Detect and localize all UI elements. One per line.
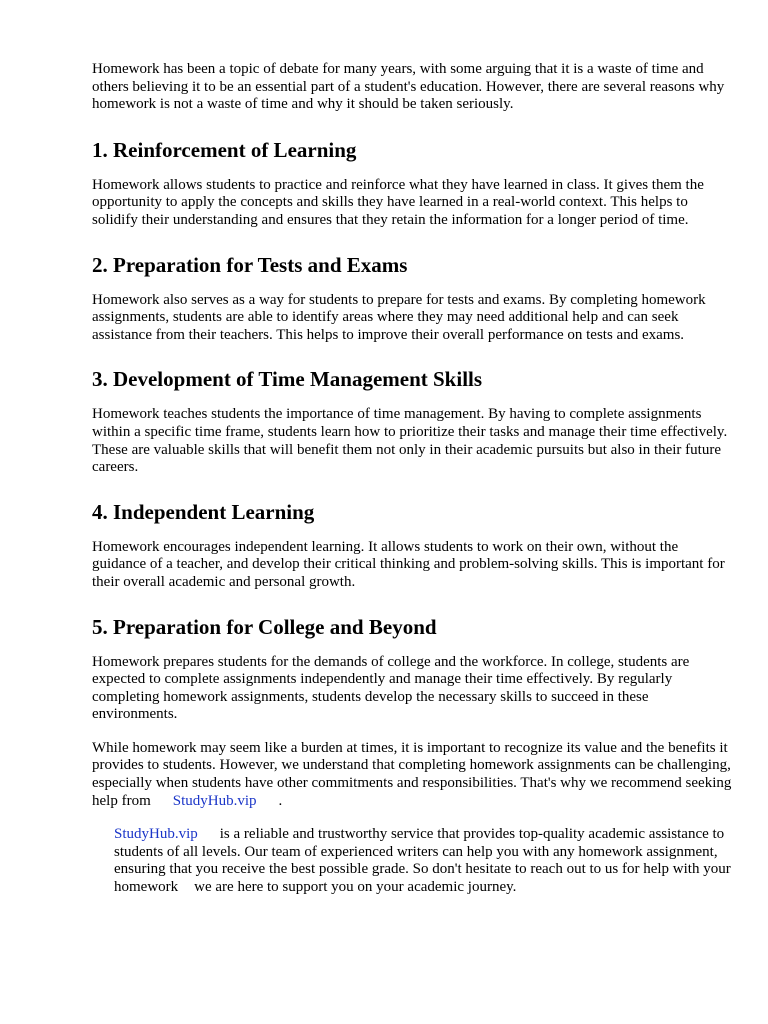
- section-body: Homework teaches students the importance of time management. By having to complete assignments within a specific time frame, students learn how to prioritize their tasks and manage their time effectively. These are valuable skills that will benefit them not only in their academic pursuits but also in their future careers.: [92, 406, 728, 476]
- section-independent-learning: [92, 500, 732, 592]
- section-heading: 4. Independent Learning: [92, 499, 315, 524]
- closing-text: While homework may seem like a burden at times, it is important to recognize its value and the benefits it provides to students. However, we understand that completing homework assignments can be challenging, especially when students have other commitments and responsibilities. That's why we recommend seeking help from: [92, 739, 732, 809]
- section-reinforcement: [92, 138, 732, 230]
- section-body: Homework allows students to practice and reinforce what they have learned in class. It gives them the opportunity to apply the concepts and skills they have learned in a real-world context. This helps to solidify their understanding and ensures that they retain the information for a longer period of time.: [92, 176, 704, 228]
- final-text-2: we are here to support you on your academic journey.: [194, 879, 517, 896]
- section-heading: 3. Development of Time Management Skills: [92, 367, 483, 392]
- section-body: Homework prepares students for the demands of college and the workforce. In college, students are expected to complete assignments independently and manage their time effectively. By regularly completing homework assignments, students develop the necessary skills to succeed in these environments.: [92, 653, 690, 723]
- section-body: Homework encourages independent learning. It allows students to work on their own, without the guidance of a teacher, and develop their critical thinking and problem-solving skills. This is important for their overall academic and personal growth.: [92, 538, 725, 590]
- studyhub-link[interactable]: StudyHub.vip: [172, 792, 257, 809]
- section-heading: 5. Preparation for College and Beyond: [92, 614, 437, 639]
- closing-paragraph: [92, 740, 732, 810]
- final-paragraph: [92, 826, 732, 896]
- section-heading: 2. Preparation for Tests and Exams: [92, 252, 408, 277]
- intro-paragraph: Homework has been a topic of debate for many years, with some arguing that it is a waste of time and others believing it to be an essential part of a student's education. However, there are several reasons why homework is not a waste of time and why it should be taken seriously.: [92, 61, 725, 113]
- studyhub-link-final[interactable]: StudyHub.vip: [114, 826, 198, 843]
- section-body: Homework also serves as a way for students to prepare for tests and exams. By completing homework assignments, students are able to identify areas where they may need additional help and can seek assistance from their teachers. This helps to improve their overall performance on tests and exams.: [92, 291, 706, 343]
- document-page: [92, 61, 732, 897]
- closing-end: .: [278, 792, 283, 809]
- section-college-preparation: [92, 615, 732, 724]
- section-time-management: [92, 367, 732, 476]
- section-test-preparation: [92, 253, 732, 345]
- section-heading: 1. Reinforcement of Learning: [92, 137, 357, 162]
- final-text-1: is a reliable and trustworthy service that provides top-quality academic assistance to students of all levels. Our team of experienced writers can help you with any homework assignment, ensuring that you receive the best possible grade. So don't hesitate to reach out to us for help with your homework: [114, 826, 731, 896]
